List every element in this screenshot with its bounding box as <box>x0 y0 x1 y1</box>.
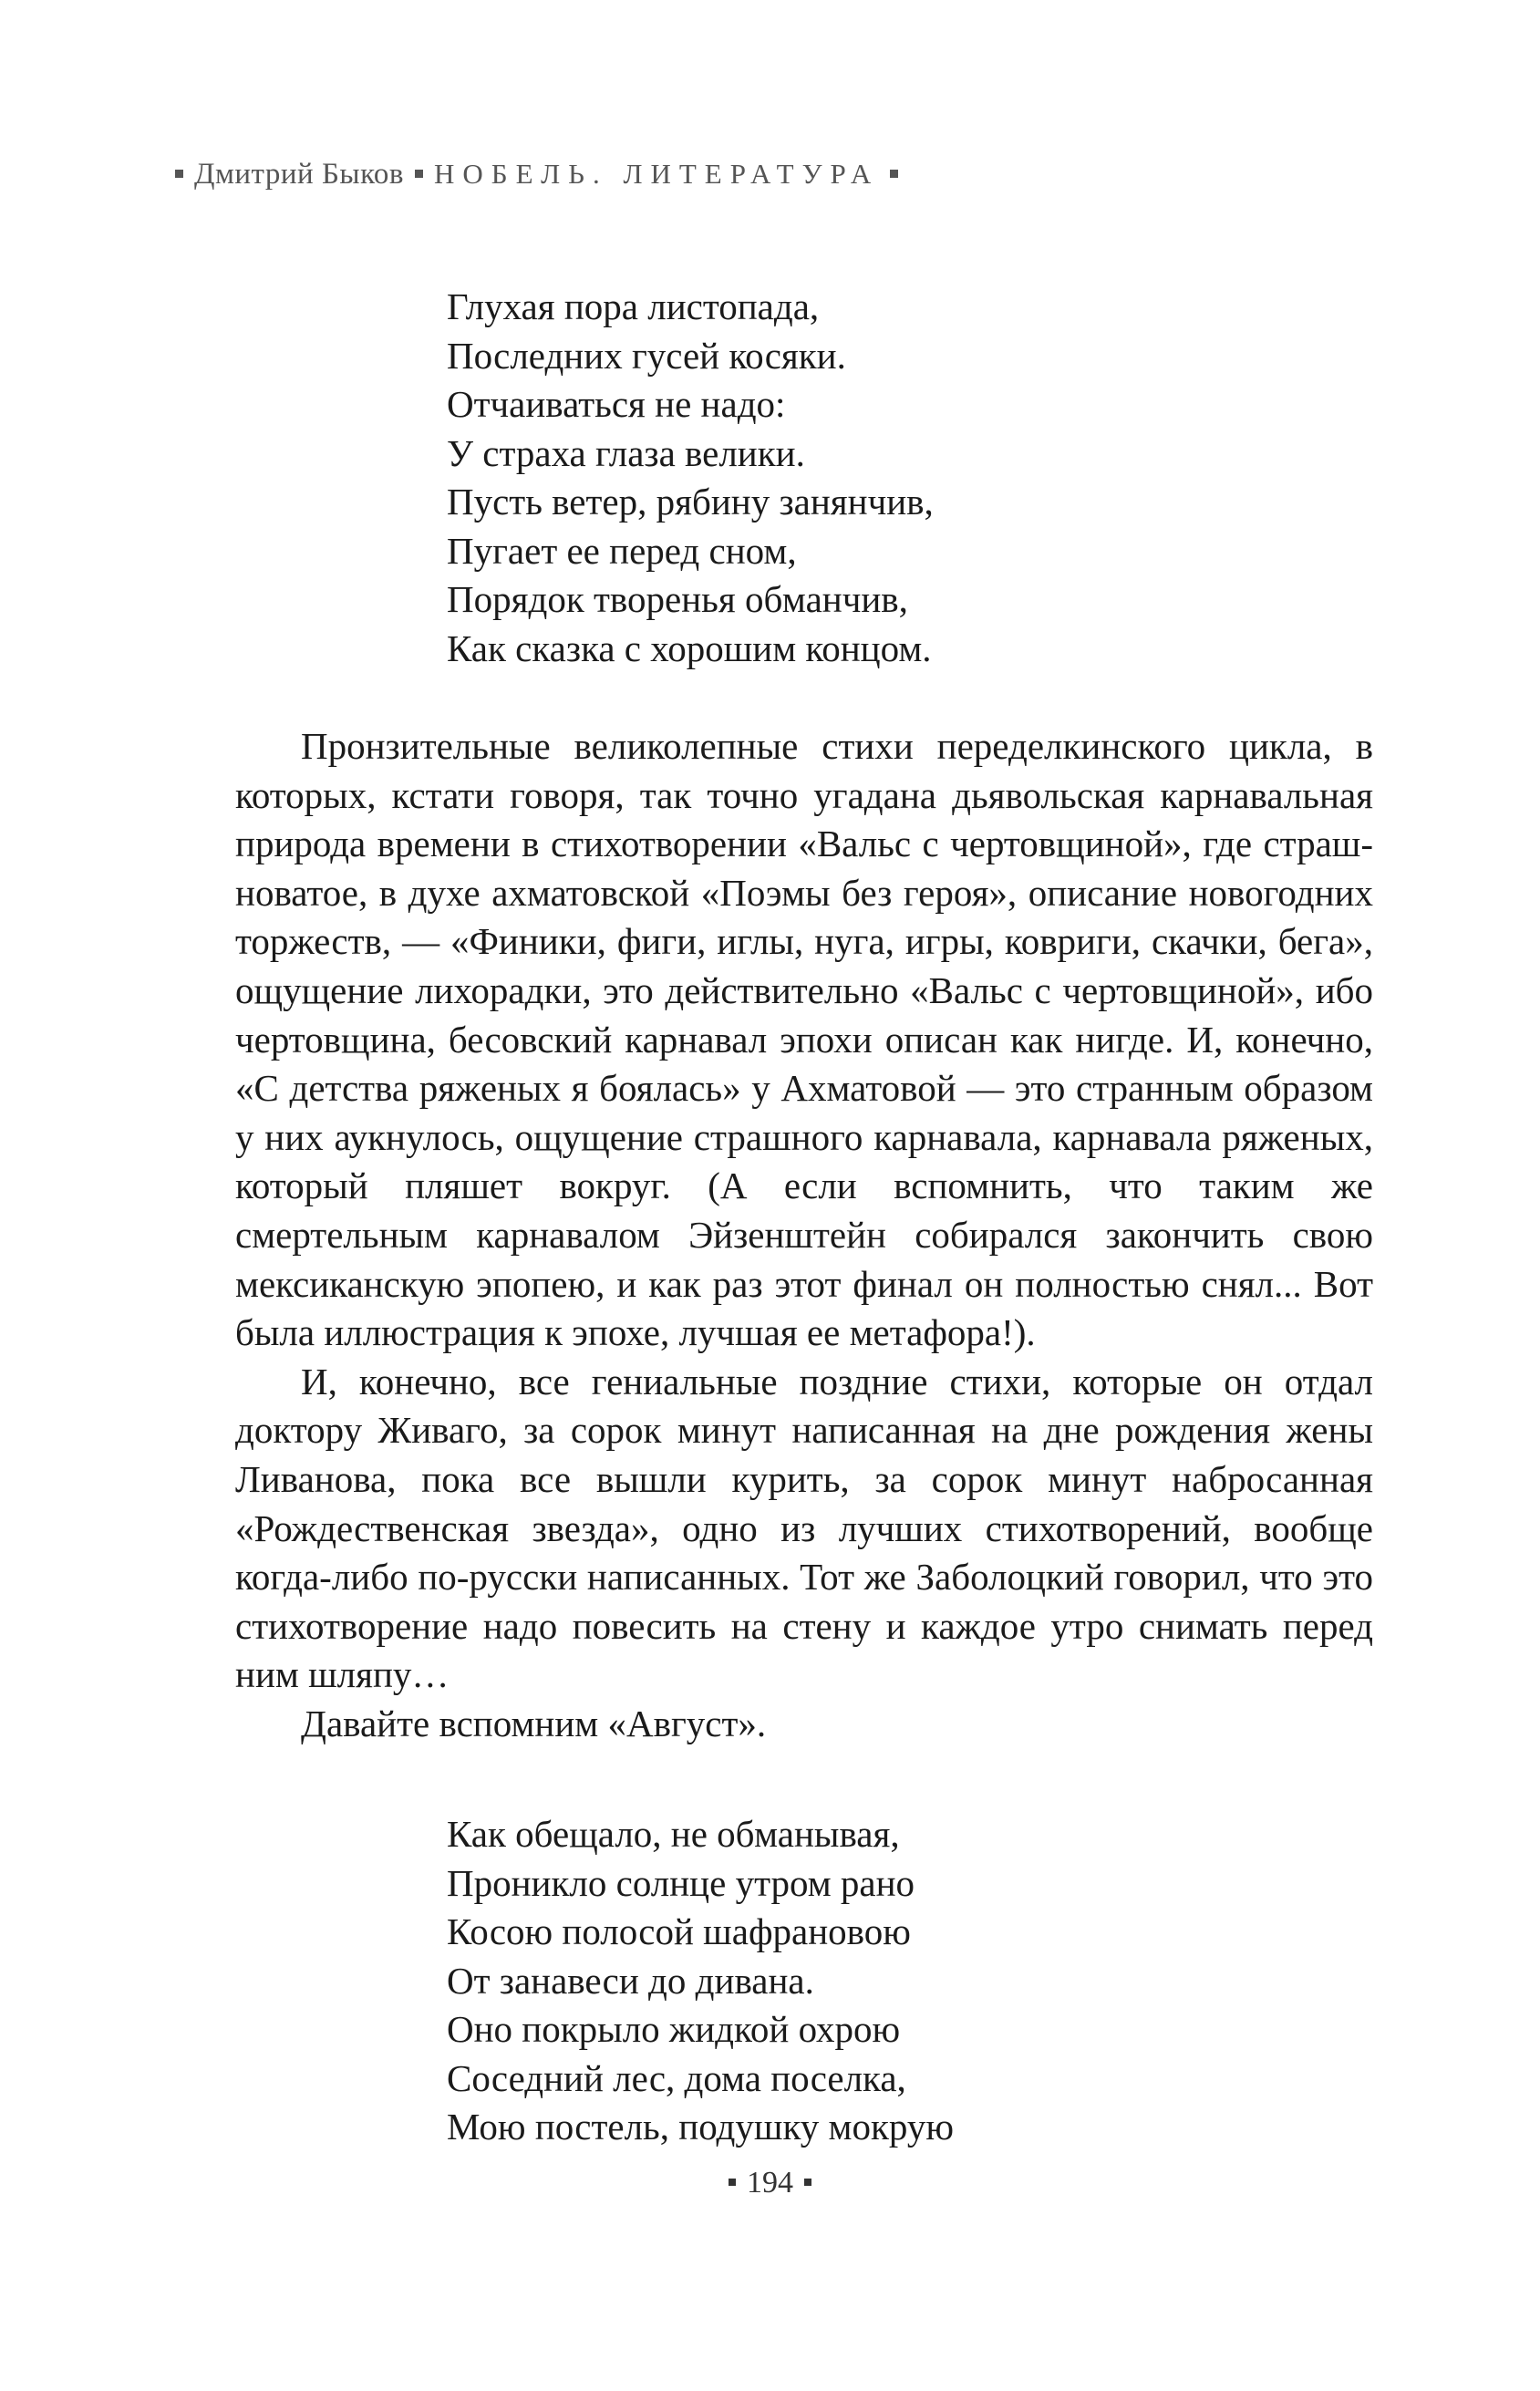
verse-line: У страха глаза велики. <box>447 431 805 474</box>
page-number: 194 <box>747 2166 793 2200</box>
verse-line: Пусть ветер, рябину занянчив, <box>447 481 934 523</box>
verse-line: Глухая пора листопада, <box>447 285 820 327</box>
verse-line: Как сказка с хорошим концом. <box>447 626 932 669</box>
header-series-title: НОБЕЛЬ. ЛИТЕРАТУРА <box>434 158 880 190</box>
verse-line: Последних гусей косяки. <box>447 334 846 377</box>
verse-line: Косою полосой шафрановою <box>447 1910 911 1952</box>
verse-line: Как обещало, не обманывая, <box>447 1813 900 1855</box>
paragraph: Пронзительные великолепные стихи переделкинского цикла, в которых, кстати говоря, так точно угадана дьявольская карнавальная природа времени в стихотворении «Вальс с чертовщиной», где страшноватое, в духе ахматовской «Поэмы без героя», описание новогодних торжеств, — «Финики, фиги, иглы, нуга, игры, ковриги, скачки, бега», ощущение лихорадки, это действительно «Вальс с чертовщиной», ибо чертовщина, бесовский карнавал эпохи описан как нигде. И, конечно, «С детства ряженых я боялась» у Ахматовой — это странным образом у них аукнулось, ощущение страшного карнавала, карнавала ряженых, который пляшет вокруг. (А если вспомнить, что таким же смертельным карнавалом Эйзенштейн собирался закончить свою мексиканскую эпопею, и как раз этот финал он полностью снял... Вот была иллюстрация к эпохе, лучшая ее метафора!). <box>235 725 1373 1354</box>
header-bullet <box>415 170 423 178</box>
verse-line: Мою постель, подушку мокрую <box>447 2106 954 2148</box>
paragraph: И, конечно, все гениальные поздние стихи, которые он отдал доктору Живаго, за сорок минут написанная на дне рождения жены Ливанова, пока все вышли курить, за сорок минут набросанная «Рождественская звезда», одно из лучших стихотворений, вообще когда-либо по-русски написанных. Тот же Заболоцкий говорил, что это стихотворение надо повесить на стену и каждое утро снимать перед ним шляпу… <box>235 1360 1373 1696</box>
paragraph: Давайте вспомним «Август». <box>301 1702 767 1744</box>
verse-line: Соседний лес, дома поселка, <box>447 2056 906 2099</box>
verse-line: Отчаиваться не надо: <box>447 383 786 425</box>
footer-bullet <box>804 2179 811 2186</box>
verse-line: Порядок творенья обманчив, <box>447 578 908 620</box>
page-number-footer <box>0 2166 1540 2200</box>
verse-line: Оно покрыло жидкой охрою <box>447 2008 901 2050</box>
footer-bullet <box>729 2179 736 2186</box>
poem-excerpt-1 <box>447 283 934 673</box>
header-author: Дмитрий Быков <box>194 158 405 191</box>
verse-line: Пугает ее перед сном, <box>447 529 797 572</box>
header-bullet <box>175 170 183 178</box>
running-header <box>175 158 909 191</box>
header-bullet <box>890 170 898 178</box>
verse-line: Проникло солнце утром рано <box>447 1861 915 1904</box>
body-text <box>235 722 1373 1748</box>
verse-line: От занавеси до дивана. <box>447 1959 814 2002</box>
poem-excerpt-2 <box>447 1810 954 2152</box>
